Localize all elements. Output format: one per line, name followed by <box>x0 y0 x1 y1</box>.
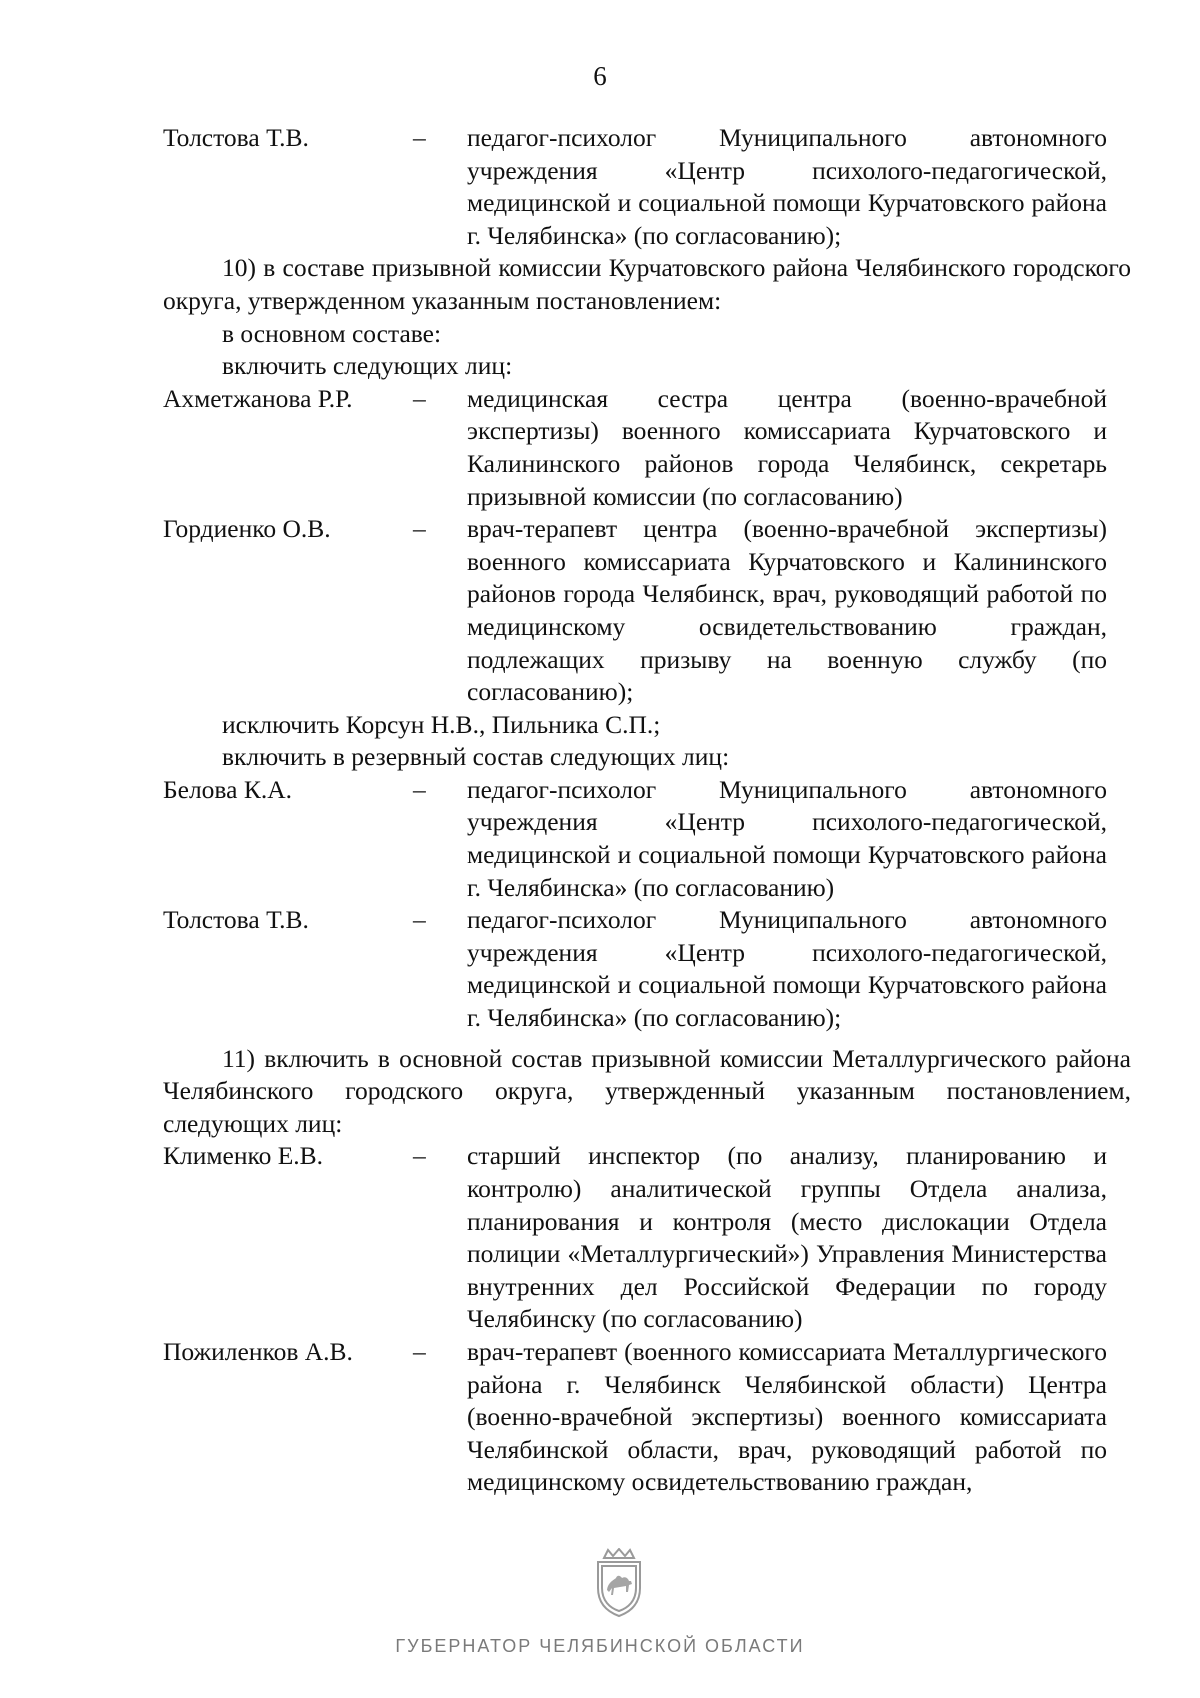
member-role: врач-терапевт (военного комиссариата Металлургического района г. Челябинск Челябинской области) Центра (военно-врачебной экспертизы) военного комиссариата Челябинской области, врач, руководящий работой по медицинскому освидетельствованию граждан, <box>467 1336 1107 1497</box>
member-dash: – <box>413 1336 426 1366</box>
member-entry <box>163 904 1131 1034</box>
member-role: педагог-психолог Муниципального автономного учреждения «Центр психолого-педагогической, медицинской и социальной помощи Курчатовского района г. Челябинска» (по согласованию); <box>467 123 1107 250</box>
footer-governor-title: ГУБЕРНАТОР ЧЕЛЯБИНСКОЙ ОБЛАСТИ <box>395 1636 805 1656</box>
chelyabinsk-coat-of-arms-icon <box>592 1548 646 1618</box>
member-name: Толстова Т.В. <box>163 905 309 935</box>
section-10-intro: 10) в составе призывной комиссии Курчатовского района Челябинского городского округа, утвержденном указанным постановлением: <box>163 253 1131 315</box>
member-role: старший инспектор (по анализу, планированию и контролю) аналитической группы Отдела анализа, планирования и контроля (место дислокации Отдела полиции «Металлургический») Управления Министерства внутренних дел Российской Федерации по городу Челябинску (по согласованию) <box>467 1141 1107 1334</box>
document-body <box>163 122 1131 1499</box>
member-role: врач-терапевт центра (военно-врачебной экспертизы) военного комиссариата Курчатовского и Калининского районов города Челябинск, врач, руководящий работой по медицинскому освидетельствованию граждан, подлежащих призыву на военную службу (по согласованию); <box>467 514 1107 707</box>
section-11-intro: 11) включить в основной состав призывной комиссии Металлургического района Челябинского городского округа, утвержденный указанным постановлением, следующих лиц: <box>163 1043 1131 1138</box>
reserve-heading: включить в резервный состав следующих лиц: <box>222 742 730 772</box>
member-entry <box>163 513 1131 709</box>
member-entry <box>163 122 1131 252</box>
include-heading: включить следующих лиц: <box>222 351 513 381</box>
member-role: педагог-психолог Муниципального автономного учреждения «Центр психолого-педагогической, медицинской и социальной помощи Курчатовского района г. Челябинска» (по согласованию) <box>467 774 1107 902</box>
member-entry <box>163 1140 1131 1336</box>
member-dash: – <box>413 905 426 935</box>
member-name: Ахметжанова Р.Р. <box>163 383 353 413</box>
member-entry <box>163 383 1131 513</box>
member-entry <box>163 1336 1131 1499</box>
member-role: педагог-психолог Муниципального автономного учреждения «Центр психолого-педагогической, медицинской и социальной помощи Курчатовского района г. Челябинска» (по согласованию); <box>467 905 1107 1033</box>
page-number: 6 <box>593 61 607 91</box>
exclude-line: исключить Корсун Н.В., Пильника С.П.; <box>222 709 661 739</box>
member-dash: – <box>413 774 426 804</box>
member-name: Клименко Е.В. <box>163 1141 324 1171</box>
member-name: Толстова Т.В. <box>163 123 309 152</box>
member-name: Белова К.А. <box>163 774 293 804</box>
member-name: Пожиленков А.В. <box>163 1336 353 1366</box>
member-dash: – <box>413 123 426 152</box>
member-name: Гордиенко О.В. <box>163 514 331 544</box>
member-dash: – <box>413 514 426 544</box>
member-role: медицинская сестра центра (военно-врачебной экспертизы) военного комиссариата Курчатовского и Калининского районов города Челябинск, секретарь призывной комиссии (по согласованию) <box>467 383 1107 511</box>
member-dash: – <box>413 383 426 413</box>
member-dash: – <box>413 1141 426 1171</box>
main-composition-heading: в основном составе: <box>222 318 442 348</box>
member-entry <box>163 774 1131 904</box>
